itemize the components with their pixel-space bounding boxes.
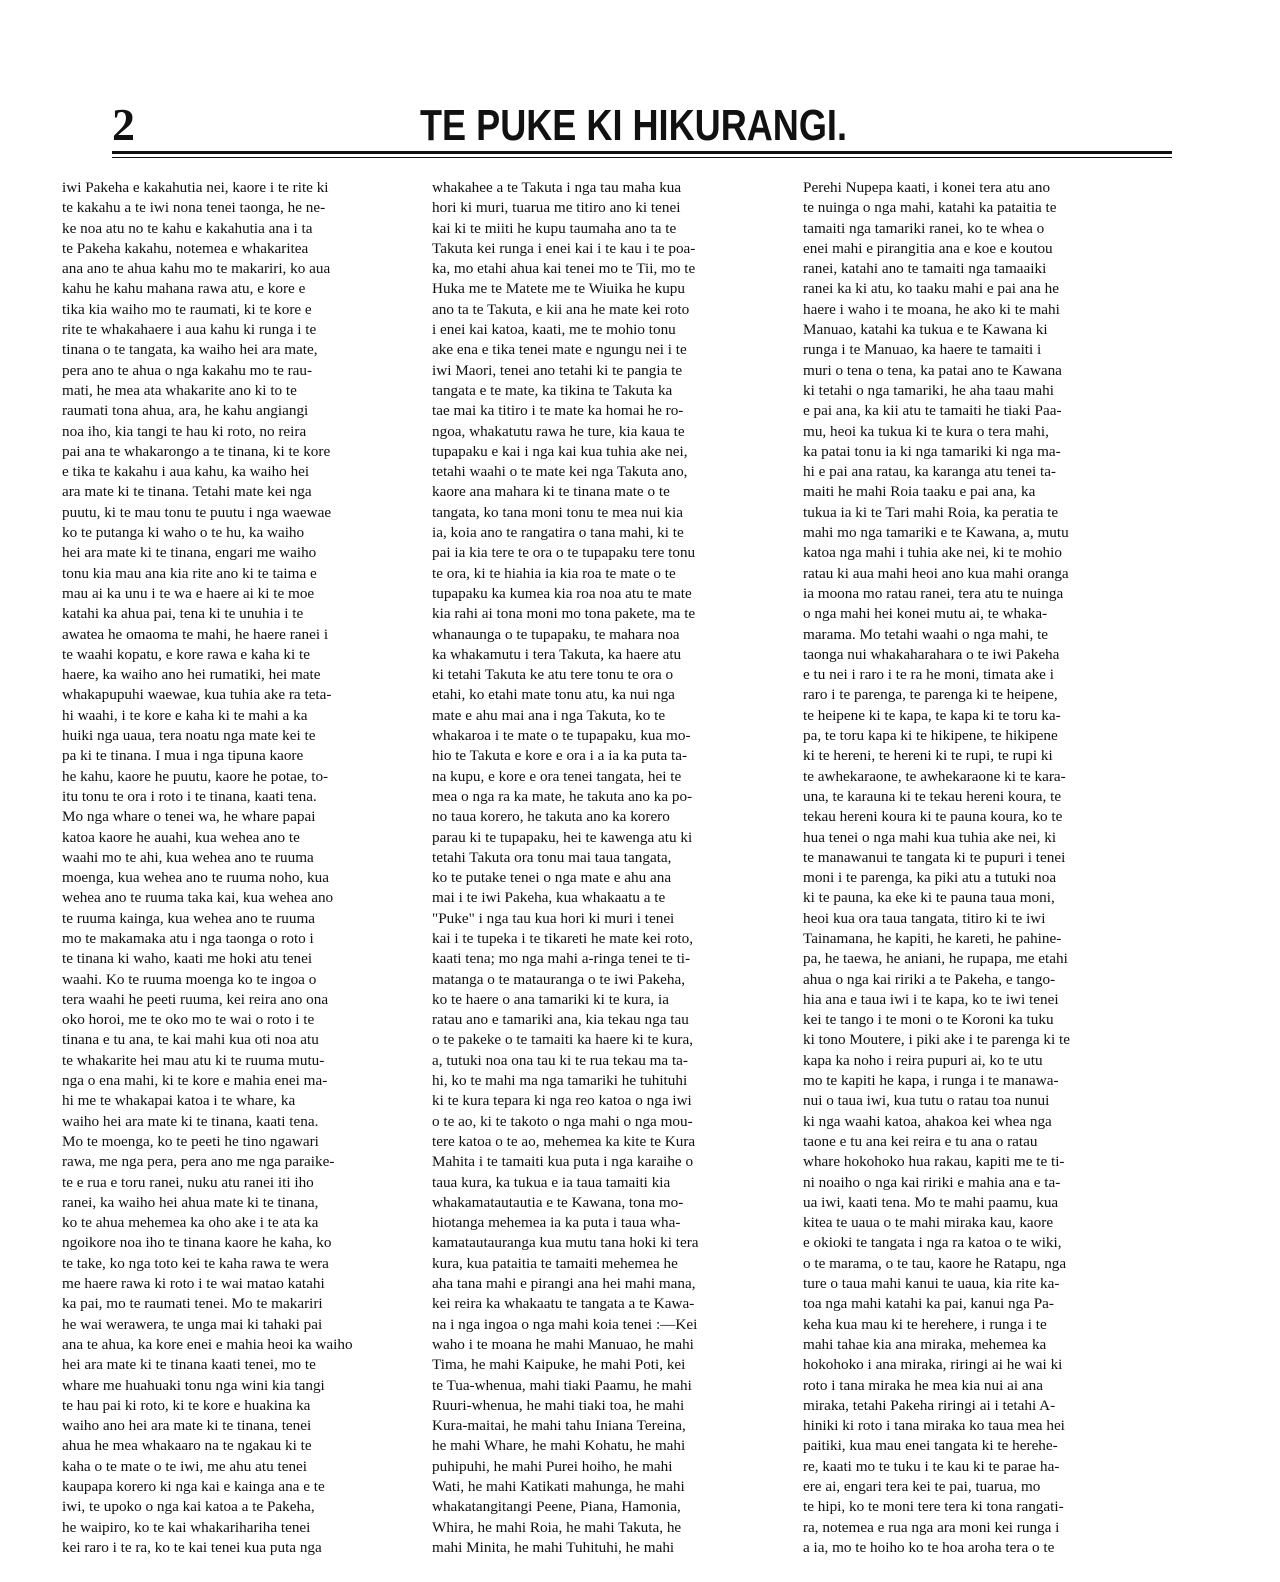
- column-1-line: katahi ka ahua pai, tena ki te unuhia i te: [62, 605, 304, 623]
- column-3-line: taonga nui whakaharahara o te iwi Pakeha: [803, 645, 1060, 663]
- column-3-line: e tu nei i raro i te ra he moni, timata ake i: [803, 666, 1054, 684]
- column-2-line: tangata e te mate, ka tikina te Takuta ka: [432, 381, 673, 399]
- column-1-line: oko horoi, me te oko mo te wai o roto i te: [62, 1011, 315, 1029]
- column-3-line: kitea te uaua o te mahi miraka kau, kaore: [803, 1214, 1054, 1232]
- column-2-line: kaore ana mahara ki te tinana mate o te: [432, 483, 670, 501]
- column-2-line: ki tetahi Takuta ke atu tere tonu te ora o: [432, 666, 674, 684]
- column-1-line: tinana o te tangata, ka waiho hei ara mate,: [62, 341, 318, 359]
- page-number: 2: [112, 99, 135, 150]
- column-1-line: hei ara mate ki te tinana, engari me waiho: [62, 544, 317, 562]
- column-3-line: toa nga mahi katahi ka pai, kanui nga Pa-: [803, 1295, 1054, 1313]
- column-3-line: mo te kapiti he kapa, i runga i te manawa-: [803, 1072, 1059, 1090]
- column-1-line: waiho ano hei ara mate ki te tinana, tenei: [62, 1417, 312, 1435]
- column-2-line: hi, ko te mahi ma nga tamariki he tuhituhi: [432, 1072, 688, 1090]
- column-1-line: iwi Pakeha e kakahutia nei, kaore i te rite ki: [62, 179, 329, 196]
- column-3-line: tukua ia ki te Tari mahi Roia, ka peratia te: [803, 503, 1059, 521]
- column-2-line: Whira, he mahi Roia, he mahi Takuta, he: [432, 1518, 682, 1536]
- column-1-line: tera waahi he peeti ruuma, kei reira ano ona: [62, 990, 329, 1008]
- column-3-line: kei te tango i te moni o te Koroni ka tuku: [803, 1011, 1054, 1029]
- column-1-line: nga o ena mahi, ki te kore e mahia enei ma-: [62, 1072, 328, 1090]
- column-3-line: e okioki te tangata i nga ra katoa o te wiki,: [803, 1234, 1062, 1252]
- column-2-line: tetahi Takuta ora tonu mai taua tangata,: [432, 848, 672, 866]
- column-1-line: tika kia waiho mo te raumati, ki te kore e: [62, 300, 312, 318]
- column-1-line: hi me te whakapai katoa i te whare, ka: [62, 1092, 296, 1110]
- article-column-1: [62, 178, 407, 1556]
- column-3-line: ratau ki aua mahi heoi ano kua mahi oranga: [803, 564, 1069, 582]
- column-2-line: a, tutuki noa ona tau ki te rua tekau ma ta-: [432, 1051, 688, 1069]
- column-3-line: paitiki, kua mau enei tangata ki te herehe-: [803, 1437, 1058, 1455]
- column-1-line: te whakarite hei mau atu ki te ruuma mutu-: [62, 1051, 325, 1069]
- column-2-line: Kura-maitai, he mahi tahu Iniana Tereina,: [432, 1417, 686, 1435]
- column-1-line: Mo te moenga, ko te peeti he tino ngawari: [62, 1132, 319, 1150]
- column-2-line: kai i te tupeka i te tikareti he mate kei roto,: [432, 929, 694, 947]
- column-2-line: kia rahi ai tona moni mo tona pakete, ma te: [432, 605, 696, 623]
- column-3-line: raro i te parenga, te parenga ki te heipene,: [803, 686, 1058, 704]
- column-3-line: ture o taua mahi kanui te uaua, kia rite ka-: [803, 1275, 1060, 1293]
- column-1-line: hi waahi, i te kore e kaha ki te mahi a ka: [62, 706, 308, 724]
- column-1-line: pai ana te whakarongo a te tinana, ki te kore: [62, 442, 331, 460]
- column-3-line: ki nga waahi katoa, ahakoa kei whea nga: [803, 1112, 1052, 1130]
- column-2-line: taua kura, ka tukua e ia taua tamaiti kia: [432, 1173, 671, 1191]
- column-1-line: mo te makamaka atu i nga taonga o roto i: [62, 929, 314, 947]
- column-3-line: hokohoko i ana miraka, riringi ai he wai ki: [803, 1356, 1063, 1374]
- column-1-line: whare me huahuaki tonu nga wini kia tangi: [62, 1376, 325, 1394]
- column-1-line: waiho hei ara mate ki te tinana, kaati tena.: [62, 1112, 319, 1130]
- column-3-line: hi e pai ana ratau, ka karanga atu tenei ta-: [803, 463, 1056, 481]
- column-3-line: taone e tu ana kei reira e tu ana o ratau: [803, 1132, 1038, 1150]
- column-1-line: te e rua e toru ranei, nuku atu ranei iti iho: [62, 1173, 314, 1191]
- column-1-line: waahi mo te ahi, kua wehea ano te ruuma: [62, 848, 314, 866]
- column-3-line: o nga mahi hei konei mutu ai, te whaka-: [803, 605, 1048, 623]
- column-3-line: ki te pauna, ka eke ki te pauna taua moni,: [803, 889, 1055, 907]
- column-1-line: e tika te kakahu i aua kahu, ka waiho hei: [62, 463, 310, 481]
- column-3-line: pa, te toru kapa ki te hikipene, te hikipene: [803, 727, 1058, 745]
- column-1-line: itu tonu te ora i roto i te tinana, kaati tena.: [62, 787, 317, 805]
- column-1-line: te hau pai ki roto, ki te kore e huakina ka: [62, 1396, 311, 1414]
- column-3-line: ki te hereni, te hereni ki te rupi, te rupi ki: [803, 747, 1053, 765]
- column-3-line: mahi mo nga tamariki e te Kawana, a, mutu: [803, 524, 1069, 542]
- column-1-line: ara mate ki te tinana. Tetahi mate kei nga: [62, 483, 312, 501]
- column-3-line: te manawanui te tangata ki te pupuri i tenei: [803, 848, 1066, 866]
- column-1-line: kei raro i te ra, ko te kai tenei kua puta nga: [62, 1538, 322, 1556]
- column-1-line: ranei, ka waiho hei ahua mate ki te tinana,: [62, 1193, 319, 1211]
- column-3-line: runga i te Manuao, ka haere te tamaiti i: [803, 341, 1042, 359]
- column-3-line: a ia, mo te hoiho ko te hoa aroha tera o te: [803, 1538, 1055, 1556]
- column-2-line: iwi Maori, tenei ano tetahi ki te pangia te: [432, 361, 683, 379]
- column-3-line: muri o tena o tena, ka patai ano te Kawana: [803, 361, 1062, 379]
- article-column-2: [432, 178, 777, 1556]
- column-2-line: etahi, ko etahi mate tonu atu, ka nui nga: [432, 686, 675, 704]
- column-2-line: mai i te iwi Pakeha, kua whakaatu a te: [432, 889, 666, 907]
- column-1-line: te waahi kopatu, e kore rawa e kaha ki te: [62, 645, 310, 663]
- column-2-line: tupapaku e kai i nga kai kua tuhia ake nei,: [432, 442, 688, 460]
- column-3-line: Tainamana, he kapiti, he kareti, he pahine-: [803, 929, 1062, 947]
- column-3-line: ranei ka ki atu, ko taaku mahi e pai ana he: [803, 280, 1059, 298]
- column-1-line: hei ara mate ki te tinana kaati tenei, mo te: [62, 1356, 316, 1374]
- column-1-line: kaupapa korero ki nga kai e kainga ana e te: [62, 1478, 325, 1495]
- column-1-line: ko te putanga ki waho o te hu, ka waiho: [62, 524, 305, 542]
- column-2-line: kaati tena; mo nga mahi a-ringa tenei te ti-: [432, 950, 691, 968]
- column-2-line: ki te kura tepara ki nga reo katoa o nga iwi: [432, 1092, 692, 1110]
- column-2-line: te ora, ki te hiahia ia kia roa te mate o te: [432, 564, 676, 582]
- column-3-line: marama. Mo tetahi waahi o nga mahi, te: [803, 625, 1049, 643]
- column-3-line: hia ana e taua iwi i te kapa, ko te iwi tenei: [803, 990, 1059, 1008]
- column-2-line: whakatangitangi Peene, Piana, Hamonia,: [432, 1498, 681, 1516]
- column-2-line: pai ia kia tere te ora o te tupapaku tere tonu: [432, 544, 696, 562]
- column-2-line: aha tana mahi e pirangi ana hei mahi mana,: [432, 1275, 696, 1293]
- column-2-line: tupapaku ka kumea kia roa noa atu te mate: [432, 584, 692, 602]
- column-2-line: hiotanga mehemea ia ka puta i taua wha-: [432, 1214, 681, 1232]
- column-2-line: ake ena e tika tenei mate e ngungu nei i te: [432, 341, 687, 359]
- column-3-line: una, te karauna ki te tekau hereni koura, te: [803, 787, 1062, 805]
- column-1-line: ana ano te ahua kahu mo te makariri, ko aua: [62, 260, 331, 278]
- column-2-line: ngoa, whakatutu rawa he ture, kia kaua te: [432, 422, 685, 440]
- column-3-line: heoi kua ora taua tangata, titiro ki te iwi: [803, 909, 1046, 927]
- column-3-line: ra, notemea e rua nga ara moni kei runga i: [803, 1518, 1060, 1536]
- header-rule-thick: [112, 151, 1172, 154]
- column-3-line: miraka, tetahi Pakeha riringi ai i tetahi A-: [803, 1396, 1056, 1414]
- column-2-line: he mahi Whare, he mahi Kohatu, he mahi: [432, 1437, 686, 1455]
- column-1-line: he wai werawera, te unga mai ki tahaki pai: [62, 1315, 323, 1333]
- column-1-line: ngoikore noa iho te tinana kaore he kaha, ko: [62, 1234, 332, 1252]
- column-2-line: ratau ano e tamariki ana, kia tekau nga tau: [432, 1011, 689, 1029]
- article-column-3: [803, 178, 1148, 1556]
- column-3-line: tekau hereni koura ki te pauna koura, ko te: [803, 808, 1063, 826]
- column-2-line: tetahi waahi o te mate kei nga Takuta ano,: [432, 463, 688, 481]
- column-3-line: mu, heoi ka tukua ki te kura o tera mahi,: [803, 422, 1049, 440]
- column-3-line: ua iwi, kaati tena. Mo te mahi paamu, kua: [803, 1193, 1059, 1211]
- column-1-line: ke noa atu no te kahu e kakahutia ana i ta: [62, 219, 313, 237]
- column-2-line: ka, mo etahi ahua kai tenei mo te Tii, mo te: [432, 260, 696, 278]
- column-2-line: Tima, he mahi Kaipuke, he mahi Poti, kei: [432, 1356, 686, 1374]
- column-2-line: o te pakeke o te tamaiti ka haere ki te kura,: [432, 1031, 694, 1049]
- column-2-line: whanaunga o te tupapaku, te mahara noa: [432, 625, 680, 643]
- column-1-line: huiki nga uaua, tera noatu nga mate kei te: [62, 727, 316, 745]
- column-1-line: kaha o te mate o te iwi, me ahu atu tenei: [62, 1457, 308, 1475]
- column-1-line: he waipiro, ko te kai whakarihariha tenei: [62, 1518, 311, 1536]
- column-2-line: whakaroa i te mate o te tupapaku, kua mo-: [432, 727, 691, 745]
- column-3-line: ka patai tonu ia ki nga tamariki ki nga ma-: [803, 442, 1061, 460]
- column-3-line: enei mahi e pirangitia ana e koe e koutou: [803, 239, 1053, 257]
- column-1-line: pa ki te tinana. I mua i nga tipuna kaore: [62, 747, 304, 765]
- column-3-line: te nuinga o nga mahi, katahi ka pataitia te: [803, 199, 1057, 217]
- column-2-line: mahi Minita, he mahi Tuhituhi, he mahi: [432, 1538, 675, 1556]
- column-2-line: ko te haere o ana tamariki ki te kura, ia: [432, 990, 669, 1008]
- column-3-line: ahua o nga kai ririki a te Pakeha, e tango-: [803, 970, 1056, 988]
- column-2-line: tere katoa o te ao, mehemea ka kite te Kura: [432, 1132, 696, 1150]
- column-1-line: kahu he kahu mahana rawa atu, e kore e: [62, 280, 306, 298]
- column-3-line: tamaiti nga tamariki ranei, ko te whea o: [803, 219, 1045, 237]
- column-1-line: waahi. Ko te ruuma moenga ko te ingoa o: [62, 970, 317, 988]
- column-2-line: te Tua-whenua, mahi tiaki Paamu, he mahi: [432, 1376, 692, 1394]
- column-1-line: he kahu, kaore he puutu, kaore he potae, to-: [62, 767, 329, 785]
- column-3-line: e pai ana, ka kii atu te tamaiti he tiaki Paa-: [803, 402, 1062, 420]
- column-1-line: pera ano te ahua o nga kakahu mo te rau-: [62, 361, 313, 379]
- column-3-line: nui o taua iwi, kua tutu o ratau toa nunui: [803, 1092, 1050, 1110]
- column-3-line: maiti he mahi Roia taaku e pai ana, ka: [803, 483, 1036, 501]
- column-3-line: ia moona mo ratau ranei, tera atu te nuinga: [803, 584, 1064, 602]
- column-1-line: ko te ahua mehemea ka oho ake i te ata ka: [62, 1214, 319, 1232]
- column-1-line: whakapupuhi waewae, kua tuhia ake ra teta-: [62, 686, 332, 704]
- column-1-line: te kakahu a te iwi nona tenei taonga, he ne-: [62, 199, 326, 217]
- column-2-line: Mahita i te tamaiti kua puta i nga karaihe o: [432, 1153, 694, 1171]
- column-1-line: te ruuma kainga, kua wehea ano te ruuma: [62, 909, 316, 927]
- column-1-line: ana te ahua, ka kore enei e mahia heoi ka waiho: [62, 1335, 353, 1353]
- column-3-line: keha kua mau ki te herehere, i runga i te: [803, 1315, 1047, 1333]
- column-3-line: ere ai, engari tera kei te pai, tuarua, mo: [803, 1478, 1041, 1495]
- column-1-line: te take, ko nga toto kei te kaha rawa te wera: [62, 1254, 329, 1272]
- column-3-line: whare hokohoko hua rakau, kapiti me te ti-: [803, 1153, 1065, 1171]
- column-1-line: rite te whakahaere i aua kahu ki runga i te: [62, 321, 317, 339]
- column-2-line: ano ta te Takuta, e kii ana he mate kei roto: [432, 300, 690, 318]
- column-2-line: mea o nga ra ka mate, he takuta ano ka po-: [432, 787, 693, 805]
- column-1-line: Mo nga whare o tenei wa, he whare papai: [62, 808, 316, 826]
- column-2-line: ko te putake tenei o nga mate e ahu ana: [432, 869, 672, 887]
- column-1-line: katoa kaore he auahi, kua wehea ano te: [62, 828, 300, 846]
- column-2-line: hio te Takuta e kore e ora i a ia ka puta ta-: [432, 747, 688, 765]
- column-3-line: te heipene ki te kapa, te kapa ki te toru ka-: [803, 706, 1061, 724]
- column-3-line: haere i waho i te moana, he ako ki te mahi: [803, 300, 1060, 318]
- column-2-line: ka whakamutu i tera Takuta, ka haere atu: [432, 645, 682, 663]
- column-3-line: ranei, katahi ano te tamaiti nga tamaaiki: [803, 260, 1047, 278]
- column-3-line: ki tetahi o nga tamariki, he aha taau mahi: [803, 381, 1054, 399]
- column-3-line: o te marama, o te tau, kaore he Ratapu, nga: [803, 1254, 1067, 1272]
- column-3-line: hua tenei o nga mahi kua tuhia ake nei, ki: [803, 828, 1057, 846]
- column-2-line: mate e ahu mai ana i nga Takuta, ko te: [432, 706, 666, 724]
- column-1-line: moenga, kua wehea ano te ruuma noho, kua: [62, 869, 329, 887]
- column-1-line: te Pakeha kakahu, notemea e whakaritea: [62, 239, 309, 257]
- column-3-line: te awhekaraone, te awhekaraone ki te kara-: [803, 767, 1066, 785]
- column-2-line: "Puke" i nga tau kua hori ki muri i tenei: [432, 909, 675, 927]
- column-2-line: tangata, ko tana moni tonu te mea nui kia: [432, 503, 683, 521]
- column-3-line: te hipi, ko te moni tere tera ki tona rangati-: [803, 1498, 1064, 1516]
- column-3-line: ki tono Moutere, i piki ake i te parenga ki te: [803, 1031, 1070, 1049]
- column-2-line: matanga o te matauranga o te iwi Pakeha,: [432, 970, 686, 988]
- column-2-line: na i nga ingoa o nga mahi koia tenei :—Kei: [432, 1315, 698, 1333]
- column-2-line: ia, koia ano te rangatira o tana mahi, ki te: [432, 524, 684, 542]
- column-1-line: raumati tona ahua, ara, he kahu angiangi: [62, 402, 309, 420]
- column-3-line: pa, he taewa, he aniani, he rupapa, me etahi: [803, 950, 1068, 968]
- column-1-line: tonu kia mau ana kia rite ano ki te taima e: [62, 564, 317, 582]
- column-1-line: tinana e tu ana, te kai mahi kua oti noa atu: [62, 1031, 319, 1049]
- column-2-line: Wati, he mahi Katikati mahunga, he mahi: [432, 1478, 685, 1495]
- column-2-line: i enei kai katoa, kaati, me te mohio tonu: [432, 321, 676, 339]
- column-2-line: Huka me te Matete me te Wiuika he kupu: [432, 280, 685, 298]
- column-3-line: ni noaiho o nga kai ririki e mahia ana e ta-: [803, 1173, 1061, 1191]
- column-1-line: me haere rawa ki roto i te wai matao katahi: [62, 1275, 325, 1293]
- column-2-line: whakahee a te Takuta i nga tau maha kua: [432, 179, 682, 196]
- column-2-line: parau ki te tupapaku, hei te kawenga atu ki: [432, 828, 693, 846]
- column-3-line: moni i te parenga, ka piki atu a tutuki noa: [803, 869, 1057, 887]
- column-2-line: kei reira ka whakaatu te tangata a te Kawa-: [432, 1295, 695, 1313]
- column-2-line: waho i te moana he mahi Manuao, he mahi: [432, 1335, 694, 1353]
- header-rule-thin: [112, 157, 1172, 158]
- column-1-line: wehea ano te ruuma taka kai, kua wehea ano: [62, 889, 334, 907]
- column-2-line: puhipuhi, he mahi Purei hoiho, he mahi: [432, 1457, 673, 1475]
- column-2-line: no taua korero, he takuta ano ka korero: [432, 808, 670, 826]
- column-2-line: kai ki te miiti he kupu taumaha ano ta te: [432, 219, 677, 237]
- column-2-line: Ruuri-whenua, he mahi tiaki toa, he mahi: [432, 1396, 685, 1414]
- column-1-line: mati, he mea ata whakarite ano ki to te: [62, 381, 297, 399]
- column-3-line: hiniki ki roto i tana miraka ko taua mea hei: [803, 1417, 1065, 1435]
- column-1-line: noa iho, kia tangi te hau ki roto, no reira: [62, 422, 307, 440]
- column-3-line: kapa ka noho i reira pupuri ai, ko te utu: [803, 1051, 1043, 1069]
- column-3-line: katoa nga mahi i tuhia ake nei, ki te mohio: [803, 544, 1062, 562]
- column-3-line: roto i tana miraka he mea kia nui ai ana: [803, 1376, 1043, 1394]
- column-2-line: hori ki muri, tuarua me titiro ano ki tenei: [432, 199, 681, 217]
- column-3-line: Perehi Nupepa kaati, i konei tera atu ano: [803, 179, 1051, 196]
- column-1-line: ka pai, mo te raumati tenei. Mo te makariri: [62, 1295, 323, 1313]
- column-1-line: ahua he mea whakaaro na te ngakau ki te: [62, 1437, 312, 1455]
- column-1-line: rawa, me nga pera, pera ano me nga paraike-: [62, 1153, 335, 1171]
- column-3-line: Manuao, katahi ka tukua e te Kawana ki: [803, 321, 1048, 339]
- column-2-line: o te ao, ki te takoto o nga mahi o nga mou-: [432, 1112, 693, 1130]
- column-3-line: re, kaati mo te tuku i te kau ki te parae ha-: [803, 1457, 1060, 1475]
- column-1-line: te tinana ki waho, kaati me hoki atu tenei: [62, 950, 313, 968]
- column-2-line: whakamatautautia e te Kawana, tona mo-: [432, 1193, 684, 1211]
- column-2-line: kamatautauranga kua mutu tana hoki ki tera: [432, 1234, 699, 1252]
- column-1-line: haere, ka waiho ano hei rumatiki, hei mate: [62, 666, 321, 684]
- column-1-line: iwi, te upoko o nga kai katoa a te Pakeha,: [62, 1498, 315, 1516]
- column-2-line: kura, kua pataitia te tamaiti mehemea he: [432, 1254, 678, 1272]
- column-1-line: mau ai ka unu i te wa e haere ai ki te moe: [62, 584, 315, 602]
- column-2-line: Takuta kei runga i enei kai i te kau i te poa-: [432, 239, 696, 257]
- column-1-line: puutu, ki te mau tonu te puutu i nga waewae: [62, 503, 332, 521]
- column-1-line: awatea he omaoma te mahi, he haere ranei i: [62, 625, 329, 643]
- column-2-line: tae mai ka titiro i te mate ka homai he ro-: [432, 402, 684, 420]
- newspaper-title: TE PUKE KI HIKURANGI.: [420, 101, 847, 150]
- column-2-line: na kupu, e kore e ora tenei tangata, hei te: [432, 767, 682, 785]
- column-3-line: mahi tahae kia ana miraka, mehemea ka: [803, 1335, 1047, 1353]
